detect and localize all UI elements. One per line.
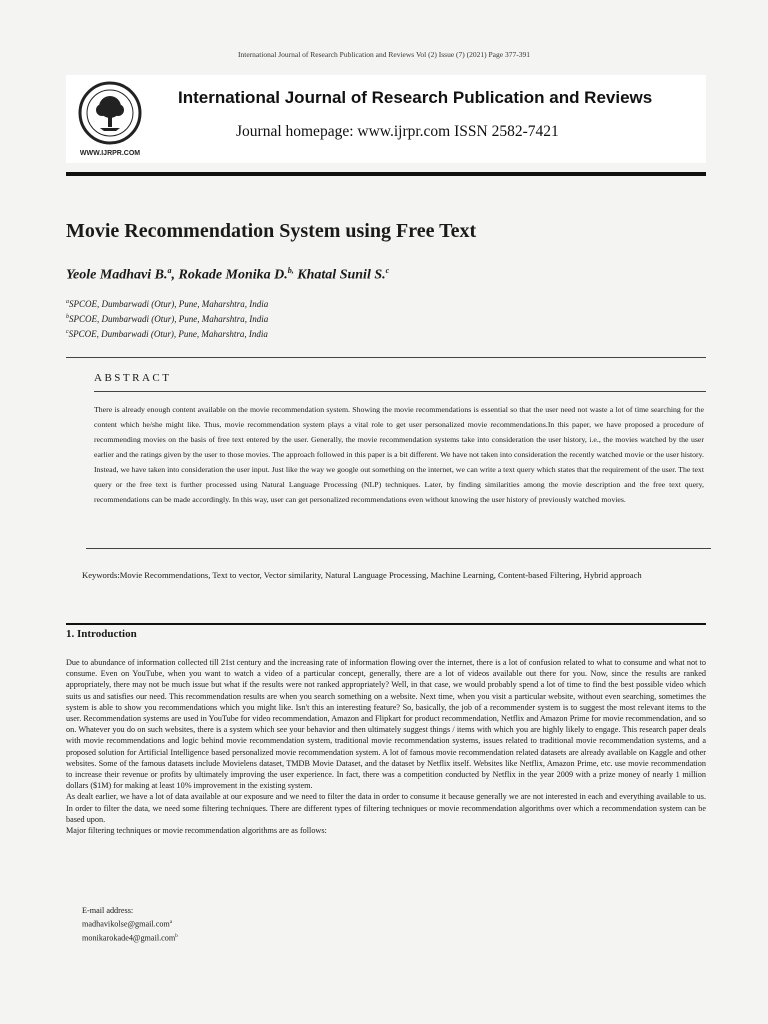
affiliation-text: SPCOE, Dumbarwadi (Otur), Pune, Maharshtra, India xyxy=(69,299,269,309)
affiliation-sup: b xyxy=(66,314,69,320)
email-sup: b xyxy=(175,933,178,939)
introduction-body xyxy=(66,657,706,836)
section-rule xyxy=(66,623,706,625)
email-line xyxy=(82,917,178,931)
author-sep: , xyxy=(171,267,179,283)
affiliation xyxy=(66,314,268,324)
author-name: Yeole Madhavi B. xyxy=(66,267,168,283)
paper-title: Movie Recommendation System using Free Text xyxy=(66,220,477,242)
email-address: monikarokade4@gmail.com xyxy=(82,933,176,943)
email-sup: a xyxy=(169,920,173,925)
journal-logo xyxy=(72,79,148,159)
paragraph: Major filtering techniques or movie recommendation algorithms are as follows: xyxy=(66,826,327,836)
author-sup: b, xyxy=(287,266,294,275)
logo-caption: WWW.IJRPR.COM xyxy=(79,150,141,157)
paragraph: As dealt earlier, we have a lot of data available at our exposure and we need to filter the data in order to consume it because generally we are not interested in each and everything available to us. In order to filter the data, we need some filtering techniques. There are different types of filtering techniques or movie recommendation algorithms over which a recommendation system can be based upon. xyxy=(66,792,706,824)
divider xyxy=(66,357,706,358)
affiliation-text: SPCOE, Dumbarwadi (Otur), Pune, Maharshtra, India xyxy=(69,314,269,324)
affiliation xyxy=(66,329,268,339)
email-label: E-mail address: xyxy=(82,906,134,915)
author-list xyxy=(66,266,389,284)
author-name: Khatal Sunil S. xyxy=(297,267,386,283)
affiliation-sup: c xyxy=(66,329,69,335)
author-name: Rokade Monika D. xyxy=(178,267,288,283)
journal-title: International Journal of Research Publication and Reviews xyxy=(178,88,653,107)
abstract-text: There is already enough content available on the movie recommendation system. Showing the movie recommendations is essential so that the user need not waste a lot of time searching for the content which he/she might like. Thus, movie recommendation system plays a vital role to get user personalized movie recommendations.In this paper, we have proposed a procedure of recommending movies on the basis of free text entered by the user. Generally, the movie recommendation systems take into consideration the user history, i.e., the movies watched by the user earlier and the ratings given by the user to those movies. The approach followed in this paper is a bit different. We have not taken into consideration the recently watched movie or the user history. Instead, we have taken into consideration the user input. Just like the way we google out something on the internet, we can write a text query which states that the requirement of the user. The text query or the free text is further processed using Natural Language Processing (NLP) techniques. Later, by finding similarities among the movie description and the free text query, recommendations can be made accordingly. In this way, user can get personalized recommendations even without knowing the user history of previously watched movies. xyxy=(94,405,704,504)
email-footnote xyxy=(82,905,178,944)
author-sup: a xyxy=(167,266,172,275)
affiliation-sup: a xyxy=(66,299,69,305)
paragraph: Due to abundance of information collected till 21st century and the increasing rate of information flowing over the internet, there is a lot of confusion related to what to consume and what not to consume. Even on YouTube, when you want to watch a video of a particular concept, generally, there are a lot of videos available out there for you. Now, since the results are ranked appropriately, there may not be much issue but what if the results were not ranked appropriately? Well, in that case, we would probably spend a lot of time to find the best possible video which suits us and satisfies our need. This recommendation results are when you search something on a website. Next time, when you visit a particular website, without even searching, sometimes the system is able to show you recommendations which you might like. Isn't this an interesting feature? So, basically, the job of a recommender system is to suggest the most relevant items to the user. Recommendation systems are used in YouTube for video recommendation, Amazon and Flipkart for product recommendation, Netflix and Amazon Prime for movie recommendation, and so on. Whatever you do on such websites, there is a system which see your behavior and then ultimately suggest things / items with which you are highly likely to engage. This research paper deals with movie recommendations and logic behind movie recommendation system, traditional movie recommendation systems, issues related to traditional movie recommendation systems, and a proposed solution for Artificial Intelligence based personalized movie recommendation system. A lot of famous movie recommendation related datasets are already available on Kaggle and other websites. Some of the famous datasets include Movielens dataset, TMDB Movie Dataset, and the dataset by Netflix itself. Websites like Netflix, Amazon Prime, etc. use movie recommendation to increase their revenue or profits by ultimately improving the user experience. In fact, there was a competition conducted by Netflix in the year 2009 with a prize money of nearly 1 million dollars ($1M) for making at least 10% improvement in the existing system. xyxy=(66,658,706,791)
running-head: International Journal of Research Publication and Reviews Vol (2) Issue (7) (2021) Page 377-391 xyxy=(238,50,530,59)
affiliation xyxy=(66,299,268,309)
affiliation-text: SPCOE, Dumbarwadi (Otur), Pune, Maharshtra, India xyxy=(68,329,268,339)
journal-homepage: Journal homepage: www.ijrpr.com ISSN 2582-7421 xyxy=(236,123,559,140)
author-sup: c xyxy=(385,266,390,275)
section-heading: 1. Introduction xyxy=(66,628,137,640)
email-line xyxy=(82,931,178,945)
keywords: Keywords:Movie Recommendations, Text to vector, Vector similarity, Natural Language Processing, Machine Learning, Content-based Filtering, Hybrid approach xyxy=(82,570,642,580)
email-address: madhavikolse@gmail.com xyxy=(82,919,170,929)
header-rule xyxy=(66,172,706,176)
divider xyxy=(86,548,711,549)
abstract-heading: ABSTRACT xyxy=(94,372,172,384)
divider xyxy=(94,391,706,392)
